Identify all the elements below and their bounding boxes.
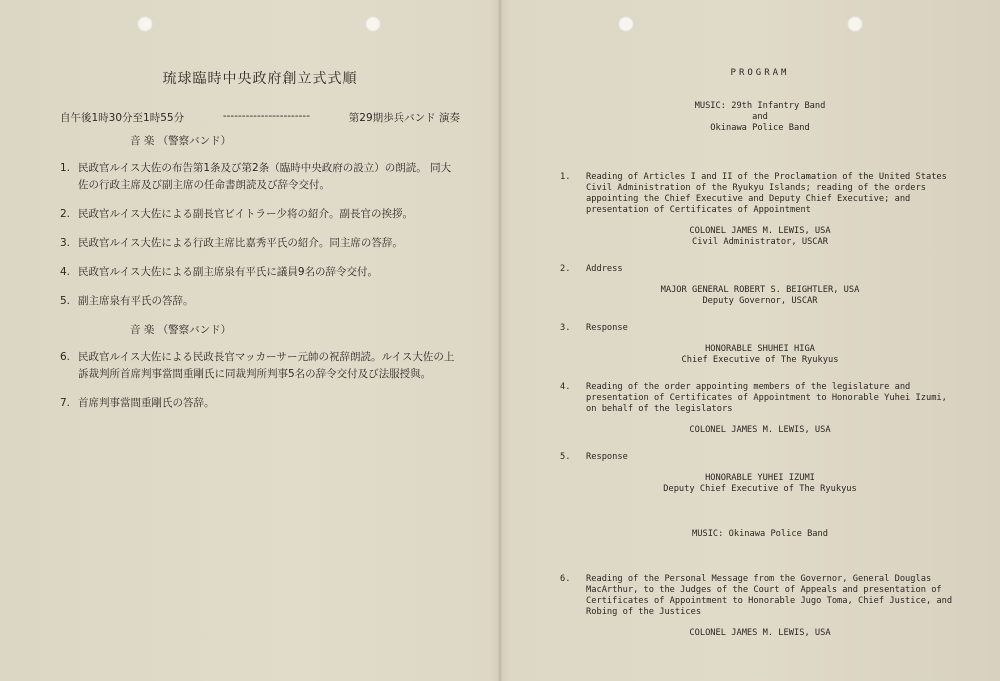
dotted-leader: ----------------------- <box>222 110 311 122</box>
program-item-3: 3. Response <box>560 323 628 333</box>
center-fold <box>498 0 502 681</box>
japanese-item: 1. 民政官ルイス大佐の布告第1条及び第2条（臨時中央政府の設立）の朗読。 同大佐の行政主席及び副主席の任命書朗読及び辞令交付。 <box>60 162 452 191</box>
program-item-2: 2. Address <box>560 264 623 274</box>
music-block-1: MUSIC: 29th Infantry Band and Okinawa Police Band <box>694 101 826 133</box>
speaker-block: HONORABLE YUHEI IZUMI Deputy Chief Executive of The Ryukyus <box>663 473 857 494</box>
punch-hole <box>365 16 381 32</box>
japanese-music-2: 音 楽 （警察バンド） <box>130 324 232 336</box>
speaker-block: MAJOR GENERAL ROBERT S. BEIGHTLER, USA Deputy Governor, USCAR <box>660 285 860 306</box>
program-item-5: 5. Response <box>560 452 628 462</box>
japanese-program-page <box>60 60 460 424</box>
program-item-6: 6. Reading of the Personal Message from the Governor, General Douglas MacArthur, to the Judges of the Court of Appeals and presentation of Certificates of Appointment to Honorable Jugo Toma, Chief Justice, and Robing of the Justices <box>560 574 953 617</box>
punch-hole <box>137 16 153 32</box>
punch-hole <box>618 16 634 32</box>
time-range: 自午後1時30分至1時55分 <box>60 112 185 124</box>
speaker-block: COLONEL JAMES M. LEWIS, USA <box>689 425 831 435</box>
japanese-title: 琉球臨時中央政府創立式式順 <box>162 71 358 87</box>
japanese-item: 4. 民政官ルイス大佐による副主席泉有平氏に議員9名の辞令交付。 <box>60 266 379 278</box>
speaker-block: COLONEL JAMES M. LEWIS, USA <box>689 628 831 638</box>
japanese-item: 2. 民政官ルイス大佐による副長官ビイトラー少将の紹介。副長官の挨拶。 <box>60 208 414 220</box>
japanese-music-1: 音 楽 （警察バンド） <box>130 135 232 147</box>
program-item-1: 1. Reading of Articles I and II of the Proclamation of the United States Civil Administration of the Ryukyu Islands; reading of the orders appointing the Chief Executive and Deputy Chief Executive; and presentation of Certificates of Appointment <box>560 172 947 215</box>
japanese-time-line <box>60 110 460 125</box>
music-block-2: MUSIC: Okinawa Police Band <box>692 529 828 539</box>
japanese-item: 5. 副主席泉有平氏の答辞。 <box>60 295 194 307</box>
english-program-page <box>560 68 960 639</box>
japanese-item: 6. 民政官ルイス大佐による民政長官マッカーサー元帥の祝辞朗読。ルイス大佐の上訴裁判所首席判事當間重剛氏に同裁判所判事5名の辞令交付及び法服授與。 <box>60 351 455 380</box>
japanese-item: 7. 首席判事當間重剛氏の答辞。 <box>60 397 215 409</box>
speaker-block: HONORABLE SHUHEI HIGA Chief Executive of The Ryukyus <box>681 344 839 365</box>
program-title: PROGRAM <box>730 68 790 78</box>
punch-hole <box>847 16 863 32</box>
japanese-item: 3. 民政官ルイス大佐による行政主席比嘉秀平氏の紹介。同主席の答辞。 <box>60 237 403 249</box>
speaker-block: COLONEL JAMES M. LEWIS, USA Civil Administrator, USCAR <box>689 226 831 247</box>
band-performer: 第29期歩兵バンド 演奏 <box>348 112 460 124</box>
program-item-4: 4. Reading of the order appointing members of the legislature and presentation of Certificates of Appointment to Honorable Yuhei Izumi, on behalf of the legislators <box>560 382 947 414</box>
